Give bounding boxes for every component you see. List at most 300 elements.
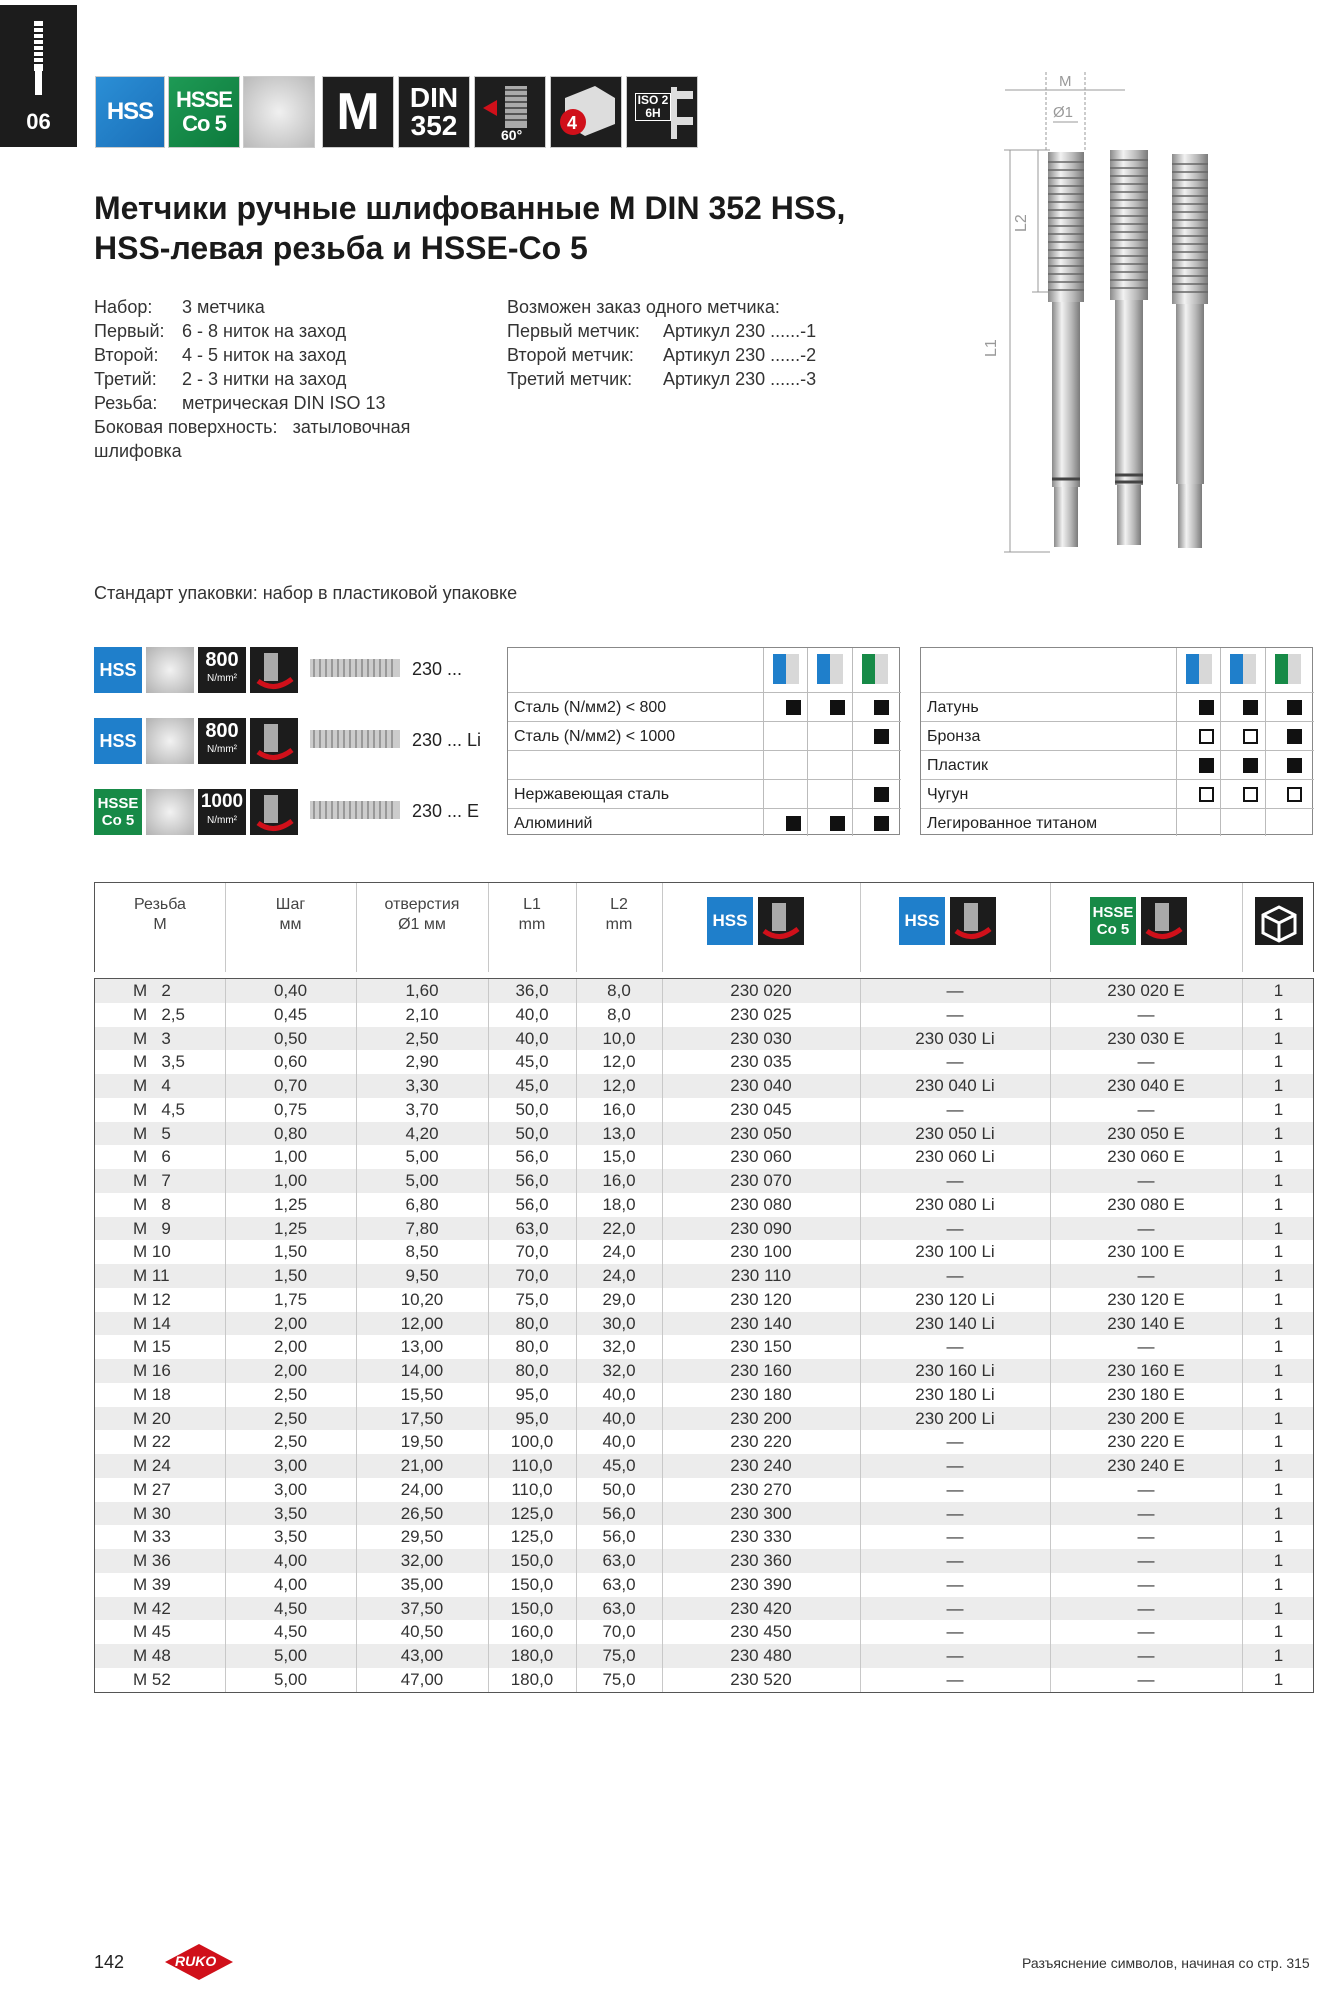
- hss-article-cell: 230 140: [730, 1313, 792, 1333]
- hsse-article-cell: 230 080 E: [1107, 1194, 1185, 1214]
- qty-cell: 1: [1273, 1289, 1284, 1309]
- l2-cell: 12,0: [602, 1052, 636, 1072]
- symbol-note: Разъяснение символов, начиная со стр. 315: [1022, 1955, 1310, 1971]
- limited-mark: [1199, 787, 1214, 802]
- qty-cell: 1: [1273, 1432, 1284, 1452]
- hss-article-cell: 230 300: [730, 1503, 792, 1523]
- hss-article-cell: 230 390: [730, 1574, 792, 1594]
- thread-cell: M 27: [133, 1479, 171, 1499]
- hole-cell: 14,00: [400, 1361, 444, 1380]
- header-l2-label: L2: [610, 896, 628, 913]
- thread-cell: M 11: [133, 1266, 170, 1285]
- variant-3-finish-icon: [146, 789, 194, 835]
- material-row: [508, 808, 901, 837]
- order-value: Артикул 230 ......-2: [663, 345, 817, 365]
- hole-cell: 26,50: [400, 1503, 444, 1523]
- l1-cell: 36,0: [515, 981, 549, 1000]
- din-line2: 352: [410, 110, 458, 141]
- qty-cell: 1: [1273, 1171, 1284, 1190]
- hsse-article-cell: 230 160 E: [1107, 1361, 1185, 1380]
- strength-unit: N/mm²: [207, 815, 237, 826]
- table-row: [95, 1050, 1313, 1074]
- square-shank-icon: [551, 76, 621, 148]
- spec-label: Набор:: [94, 297, 153, 317]
- table-row: [95, 1549, 1313, 1573]
- qty-cell: 1: [1273, 1669, 1284, 1689]
- thread-cell: M 16: [133, 1361, 171, 1380]
- din-352-badge: [398, 76, 470, 148]
- table-row: [95, 1502, 1313, 1526]
- suitable-mark: [830, 816, 845, 831]
- hss-article-cell: 230 150: [730, 1337, 792, 1357]
- hss-article-cell: 230 160: [730, 1361, 792, 1380]
- tap-2-thread: [1110, 150, 1148, 300]
- hss-article-cell: 230 360: [730, 1551, 792, 1570]
- hss-li-article-cell: —: [946, 1456, 964, 1475]
- header-hole-label: отверстия: [384, 896, 460, 913]
- qty-cell: 1: [1273, 1646, 1284, 1665]
- table-row: [95, 1217, 1313, 1241]
- l1-cell: 180,0: [510, 1646, 554, 1665]
- pitch-cell: 1,50: [273, 1242, 308, 1262]
- material-name: Алюминий: [514, 815, 593, 832]
- thread-cell: M 30: [133, 1503, 171, 1523]
- pitch-cell: 4,00: [273, 1551, 308, 1570]
- metric-m-badge: M: [322, 76, 394, 148]
- l2-cell: 10,0: [602, 1028, 636, 1048]
- strength-unit: N/mm²: [207, 744, 237, 755]
- hss-li-article-cell: —: [946, 1646, 964, 1665]
- variants: [94, 647, 494, 847]
- l2-cell: 8,0: [607, 981, 631, 1000]
- hole-cell: 4,20: [405, 1123, 439, 1143]
- l2-cell: 40,0: [602, 1408, 636, 1428]
- limited-mark: [1199, 729, 1214, 744]
- hss-li-article-cell: 230 140 Li: [915, 1313, 995, 1333]
- material-name: Сталь (N/мм2) < 800: [514, 699, 667, 716]
- variant-1-rotation-icon: [250, 647, 298, 693]
- qty-cell: 1: [1273, 1123, 1284, 1143]
- thread-cell: M 14: [133, 1313, 171, 1333]
- l1-cell: 95,0: [515, 1384, 549, 1404]
- qty-cell: 1: [1273, 1313, 1284, 1333]
- l1-cell: 80,0: [515, 1313, 549, 1333]
- spec-label: Второй:: [94, 345, 159, 365]
- table-row: [95, 1525, 1313, 1549]
- din-line1: DIN: [409, 82, 459, 113]
- iso-line1: ISO 2: [637, 93, 669, 107]
- material-row: [921, 750, 1314, 779]
- hss-li-article-cell: 230 100 Li: [915, 1242, 995, 1262]
- variant-2-finish-icon: [146, 718, 194, 764]
- qty-cell: 1: [1273, 1028, 1284, 1048]
- suitable-mark: [1287, 758, 1302, 773]
- qty-cell: 1: [1273, 1622, 1284, 1642]
- variant-3-rotation-icon: [250, 789, 298, 835]
- qty-cell: 1: [1273, 1384, 1284, 1404]
- hsse-article-cell: 230 040 E: [1107, 1076, 1185, 1095]
- hsse-article-cell: —: [1137, 1337, 1155, 1357]
- hsse-article-cell: —: [1137, 1218, 1155, 1238]
- taps-diagram: [960, 72, 1260, 562]
- hsse-article-cell: —: [1137, 1646, 1155, 1665]
- variant-3-strength: [198, 789, 246, 835]
- pitch-cell: 2,00: [273, 1313, 308, 1333]
- hss-article-cell: 230 070: [730, 1171, 792, 1190]
- spec-value: затыловочная: [292, 417, 411, 437]
- material-name: Бронза: [927, 728, 981, 745]
- hss-li-article-cell: —: [946, 1479, 964, 1499]
- table-row: [95, 1668, 1313, 1692]
- header-hss-rotation-icon: [758, 897, 804, 945]
- spec-row: [94, 343, 514, 367]
- hss-article-cell: 230 450: [730, 1622, 792, 1642]
- strength-unit: N/mm²: [207, 673, 237, 684]
- hss-article-cell: 230 200: [730, 1408, 792, 1428]
- hss-column-icon: [773, 654, 799, 684]
- material-row: [921, 721, 1314, 750]
- l2-cell: 24,0: [602, 1266, 636, 1285]
- caliper-icon: [667, 87, 697, 139]
- hsse-column-icon: [1275, 654, 1301, 684]
- thread-cell: M 42: [133, 1598, 171, 1618]
- hsse-co5-badge: [168, 76, 240, 148]
- variant-3-thread-icon: [310, 797, 400, 823]
- thread-cell: M 2: [133, 981, 171, 1000]
- l2-cell: 16,0: [602, 1171, 636, 1190]
- qty-cell: 1: [1273, 1147, 1284, 1167]
- l2-cell: 8,0: [607, 1004, 631, 1024]
- order-row: [507, 343, 927, 367]
- limited-mark: [1243, 787, 1258, 802]
- hss-li-article-cell: —: [946, 1598, 964, 1618]
- qty-cell: 1: [1273, 1337, 1284, 1357]
- l1-cell: 70,0: [515, 1242, 549, 1262]
- material-row: [508, 692, 901, 721]
- hole-cell: 9,50: [405, 1266, 439, 1285]
- hole-cell: 35,00: [400, 1574, 444, 1594]
- l2-cell: 45,0: [602, 1456, 636, 1475]
- hss-article-cell: 230 035: [730, 1052, 792, 1072]
- hsse-article-cell: —: [1137, 1266, 1155, 1285]
- l1-cell: 45,0: [515, 1052, 549, 1072]
- hole-cell: 1,60: [405, 981, 439, 1000]
- hss-li-article-cell: —: [946, 1052, 964, 1072]
- l1-cell: 56,0: [515, 1171, 549, 1190]
- header-hss-li-badge: HSS: [899, 897, 945, 945]
- pitch-cell: 0,50: [273, 1028, 308, 1048]
- material-row: [921, 808, 1314, 837]
- qty-cell: 1: [1273, 1099, 1284, 1119]
- l2-label: L2: [1013, 214, 1030, 232]
- table-row: [95, 1098, 1313, 1122]
- thread-cell: M 5: [133, 1123, 171, 1143]
- thread-cell: M 36: [133, 1551, 171, 1570]
- pitch-cell: 2,00: [273, 1361, 308, 1380]
- hole-cell: 7,80: [405, 1218, 439, 1238]
- table-body: [94, 978, 1314, 1693]
- pitch-cell: 5,00: [273, 1646, 308, 1665]
- header-hsse-badge: [1090, 897, 1136, 945]
- header-hsse-rotation-icon: [1141, 897, 1187, 945]
- table-rows: [95, 979, 1313, 1692]
- hss-li-article-cell: —: [946, 1527, 964, 1547]
- hole-cell: 8,50: [405, 1242, 439, 1262]
- variant-2-strength: [198, 718, 246, 764]
- ground-finish-icon: [243, 76, 315, 148]
- hsse-article-cell: 230 060 E: [1107, 1147, 1185, 1167]
- hss-article-cell: 230 090: [730, 1218, 792, 1238]
- table-header: [94, 882, 1314, 972]
- chapter-number: 06: [26, 109, 51, 134]
- qty-cell: 1: [1273, 1052, 1284, 1072]
- specs-list: [94, 295, 514, 463]
- table-row: [95, 1122, 1313, 1146]
- hole-cell: 21,00: [400, 1456, 444, 1475]
- hole-cell: 5,00: [405, 1147, 439, 1167]
- table-row: [95, 1407, 1313, 1431]
- header-thread: [95, 895, 225, 935]
- hsse-article-cell: —: [1137, 1669, 1155, 1689]
- pitch-cell: 0,45: [273, 1004, 308, 1024]
- hsse-article-cell: —: [1137, 1099, 1155, 1119]
- table-row: [95, 1478, 1313, 1502]
- header-l1-unit: mm: [518, 916, 546, 933]
- strength-value: 800: [205, 649, 239, 671]
- hsse-article-cell: 230 140 E: [1107, 1313, 1185, 1333]
- thread-cell: M 45: [133, 1622, 171, 1642]
- hsse-article-cell: —: [1137, 1004, 1155, 1024]
- pitch-cell: 4,00: [273, 1574, 308, 1594]
- hole-cell: 2,10: [405, 1004, 439, 1024]
- hss-li-article-cell: 230 040 Li: [915, 1076, 995, 1095]
- l2-cell: 12,0: [602, 1076, 636, 1095]
- hsse-article-cell: —: [1137, 1479, 1155, 1499]
- spec-value: метрическая DIN ISO 13: [182, 393, 386, 413]
- table-row: [95, 1003, 1313, 1027]
- table-row: [95, 979, 1313, 1003]
- spec-row: [94, 319, 514, 343]
- hss-article-cell: 230 025: [730, 1004, 792, 1024]
- thread-cell: M 7: [133, 1171, 171, 1190]
- hole-cell: 40,50: [400, 1622, 444, 1642]
- tap-icon: [30, 21, 47, 101]
- tap-1-square: [1054, 487, 1078, 547]
- hole-cell: 6,80: [405, 1194, 439, 1214]
- hss-article-cell: 230 045: [730, 1099, 792, 1119]
- spec-value: 6 - 8 ниток на заход: [182, 321, 347, 341]
- header-pitch: [225, 895, 356, 935]
- header-hsse-line1: HSSE: [1092, 904, 1134, 921]
- pitch-cell: 4,50: [273, 1622, 308, 1642]
- hss-li-article-cell: —: [946, 1171, 964, 1190]
- hole-cell: 37,50: [400, 1598, 444, 1618]
- pitch-cell: 2,50: [273, 1408, 308, 1428]
- hss-article-cell: 230 020: [730, 981, 792, 1000]
- l2-cell: 63,0: [602, 1551, 636, 1570]
- pitch-cell: 1,00: [273, 1171, 308, 1190]
- limited-mark: [1287, 787, 1302, 802]
- hole-cell: 3,30: [405, 1076, 439, 1095]
- hss-li-article-cell: 230 060 Li: [915, 1147, 995, 1167]
- hss-li-article-cell: —: [946, 1266, 964, 1285]
- suitable-mark: [1287, 729, 1302, 744]
- hss-li-article-cell: 230 180 Li: [915, 1384, 995, 1404]
- thread-cell: M 33: [133, 1527, 171, 1547]
- chapter-tab: [0, 5, 77, 147]
- l1-cell: 125,0: [510, 1527, 554, 1547]
- thread-cell: M 24: [133, 1456, 171, 1475]
- l1-cell: 95,0: [515, 1408, 549, 1428]
- variant-2-mat: HSS: [94, 718, 142, 764]
- table-row: [95, 1288, 1313, 1312]
- suitable-mark: [1243, 758, 1258, 773]
- hole-cell: 32,00: [400, 1551, 444, 1570]
- spec-row: [94, 367, 514, 391]
- qty-cell: 1: [1273, 1574, 1284, 1594]
- l2-cell: 13,0: [602, 1123, 636, 1143]
- hss-li-article-cell: 230 030 Li: [915, 1028, 995, 1048]
- hss-li-column-icon: [1230, 654, 1256, 684]
- thread-angle-icon: [474, 76, 546, 148]
- header-thread-unit: M: [153, 916, 167, 933]
- l2-cell: 16,0: [602, 1099, 636, 1119]
- hsse-article-cell: 230 220 E: [1107, 1432, 1185, 1452]
- spec-row-surface-cont: шлифовка: [94, 441, 182, 461]
- order-label: Второй метчик:: [507, 345, 634, 365]
- hsse-article-cell: 230 020 E: [1107, 981, 1185, 1000]
- l1-cell: 110,0: [511, 1479, 553, 1499]
- limited-mark: [1243, 729, 1258, 744]
- l2-cell: 30,0: [602, 1313, 636, 1333]
- hss-article-cell: 230 080: [730, 1194, 792, 1214]
- hss-article-cell: 230 060: [730, 1147, 792, 1167]
- hss-article-cell: 230 240: [730, 1456, 792, 1475]
- pitch-cell: 5,00: [273, 1669, 308, 1689]
- material-name: Латунь: [927, 699, 979, 716]
- angle-label: 60°: [501, 127, 523, 143]
- thread-cell: M 22: [133, 1432, 171, 1452]
- hss-column-icon: [1186, 654, 1212, 684]
- hole-cell: 24,00: [400, 1479, 444, 1499]
- header-hole: [356, 895, 488, 935]
- hole-cell: 2,50: [405, 1028, 439, 1048]
- suitable-mark: [1287, 700, 1302, 715]
- hss-li-article-cell: 230 050 Li: [915, 1123, 995, 1143]
- header-thread-label: Резьба: [134, 896, 186, 913]
- l1-cell: 110,0: [511, 1456, 553, 1475]
- suitable-mark: [830, 700, 845, 715]
- suitable-mark: [874, 700, 889, 715]
- l1-cell: 80,0: [515, 1337, 549, 1357]
- tap-3-thread: [1172, 154, 1208, 304]
- hsse-article-cell: 230 200 E: [1107, 1408, 1185, 1428]
- order-value: Артикул 230 ......-3: [663, 369, 817, 389]
- hss-article-cell: 230 040: [730, 1076, 792, 1095]
- l2-cell: 40,0: [602, 1432, 636, 1452]
- hss-article-cell: 230 110: [730, 1266, 792, 1285]
- hole-cell: 2,90: [405, 1052, 439, 1072]
- pitch-cell: 0,40: [273, 981, 308, 1000]
- pitch-cell: 2,00: [273, 1337, 308, 1357]
- variant-1-strength: [198, 647, 246, 693]
- thread-cell: M 12: [133, 1289, 171, 1309]
- suitable-mark: [1199, 758, 1214, 773]
- l1-cell: 100,0: [510, 1432, 554, 1452]
- pitch-cell: 1,75: [273, 1289, 308, 1309]
- material-name: Пластик: [927, 757, 988, 774]
- l1-cell: 40,0: [515, 1028, 549, 1048]
- strength-value: 1000: [200, 791, 244, 812]
- thread-cell: M 3: [133, 1028, 171, 1048]
- table-row: [95, 1312, 1313, 1336]
- qty-cell: 1: [1273, 1076, 1284, 1095]
- material-row: [508, 721, 901, 750]
- hss-li-article-cell: —: [946, 1432, 964, 1452]
- hss-article-cell: 230 180: [730, 1384, 792, 1404]
- title-line2: HSS-левая резьба и HSSE-Co 5: [94, 230, 588, 266]
- suitable-mark: [1199, 700, 1214, 715]
- variant-1-finish-icon: [146, 647, 194, 693]
- spec-value: 2 - 3 нитки на заход: [182, 369, 347, 389]
- qty-cell: 1: [1273, 1503, 1284, 1523]
- hole-cell: 15,50: [400, 1384, 444, 1404]
- thread-cell: M 8: [133, 1194, 171, 1214]
- qty-cell: 1: [1273, 1551, 1284, 1570]
- l2-cell: 75,0: [602, 1669, 636, 1689]
- suitable-mark: [874, 787, 889, 802]
- table-row: [95, 1145, 1313, 1169]
- l1-cell: 45,0: [515, 1076, 549, 1095]
- hss-li-article-cell: —: [946, 981, 964, 1000]
- table-row: [95, 1644, 1313, 1668]
- table-row: [95, 1597, 1313, 1621]
- spec-label: Резьба:: [94, 393, 158, 413]
- l2-cell: 56,0: [602, 1527, 636, 1547]
- hole-cell: 29,50: [400, 1527, 444, 1547]
- qty-cell: 1: [1273, 1361, 1284, 1380]
- thread-cell: M 10: [133, 1242, 171, 1262]
- hss-article-cell: 230 220: [730, 1432, 792, 1452]
- variant-1-thread-icon: [310, 655, 400, 681]
- hole-cell: 10,20: [400, 1289, 444, 1309]
- hsse-article-cell: —: [1137, 1052, 1155, 1072]
- l2-cell: 70,0: [602, 1622, 636, 1642]
- pitch-cell: 0,80: [273, 1123, 308, 1143]
- suitable-mark: [786, 700, 801, 715]
- header-hss-badge: HSS: [707, 897, 753, 945]
- pitch-cell: 3,00: [273, 1479, 308, 1499]
- table-row: [95, 1193, 1313, 1217]
- hss-li-article-cell: —: [946, 1503, 964, 1523]
- table-row: [95, 1620, 1313, 1644]
- pitch-cell: 2,50: [273, 1384, 308, 1404]
- variant-2-code: 230 ... Li: [412, 730, 482, 750]
- thread-cell: M 18: [133, 1384, 171, 1404]
- strength-value: 800: [205, 720, 239, 742]
- l1-cell: 56,0: [515, 1147, 549, 1167]
- table-row: [95, 1074, 1313, 1098]
- hsse-article-cell: 230 180 E: [1107, 1384, 1185, 1404]
- spec-label: Боковая поверхность:: [94, 417, 278, 437]
- thread-cell: M 2,5: [133, 1004, 185, 1024]
- table-row: [95, 1359, 1313, 1383]
- header-hole-unit: Ø1 мм: [398, 916, 446, 933]
- qty-cell: 1: [1273, 1479, 1284, 1499]
- header-hsse-line2: Co 5: [1096, 921, 1130, 938]
- hss-article-cell: 230 270: [730, 1479, 792, 1499]
- qty-cell: 1: [1273, 1408, 1284, 1428]
